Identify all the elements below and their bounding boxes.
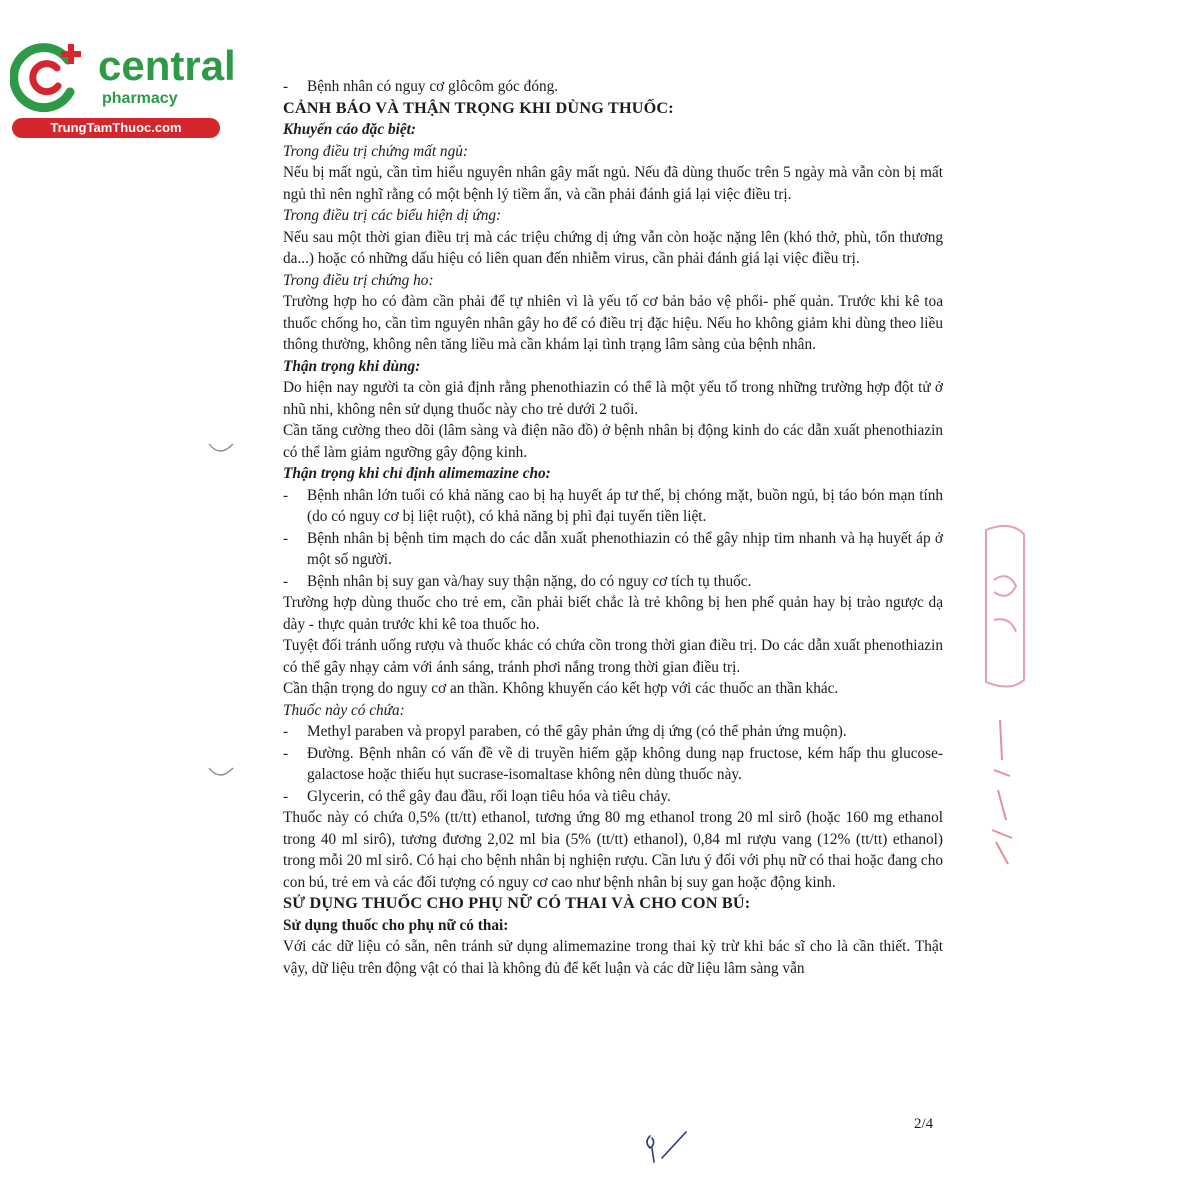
punch-hole-mark-icon [206, 440, 236, 458]
caution-paragraph-1: Do hiện nay người ta còn giả định rằng phenothiazin có thể là một yếu tố trong những trường hợp đột tử ở nhũ nhi, không nên sử dụng thuốc này cho trẻ dưới 2 tuổi. [283, 379, 943, 418]
cough-heading: Trong điều trị chứng ho: [283, 271, 434, 289]
insomnia-paragraph: Nếu bị mất ngủ, cần tìm hiểu nguyên nhân gây mất ngủ. Nếu đã dùng thuốc trên 5 ngày mà vẫn còn bị mất ngủ thì nên nghĩ rằng có một bệnh lý tiềm ẩn, và cần phải đánh giá lại việc điều trị. [283, 164, 943, 203]
cough-paragraph: Trường hợp ho có đàm cần phải để tự nhiên vì là yếu tố cơ bản bảo vệ phổi- phế quản. Trước khi kê toa thuốc chống ho, cần tìm nguyên nhân gây ho để có điều trị đặc hiệu. Nếu ho không giảm khi dùng theo liều thông thường, không nên tăng liều mà cần khám lại tình trạng lâm sàng của bệnh nhân. [283, 293, 943, 353]
bullet-dash: - [283, 78, 289, 95]
page-margin [1022, 0, 1200, 1200]
page-number: 2/4 [914, 1116, 934, 1132]
children-paragraph: Trường hợp dùng thuốc cho trẻ em, cần phải biết chắc là trẻ không bị hen phế quản hay bị trào ngược dạ dày - thực quản trước khi kê toa thuốc ho. [283, 594, 943, 633]
list-item [283, 485, 943, 528]
caution-heading: Thận trọng khi dùng: [283, 357, 421, 375]
document-body [283, 76, 943, 979]
allergy-heading: Trong điều trị các biểu hiện dị ứng: [283, 207, 502, 224]
bullet-dash: - [283, 529, 289, 547]
list-item-text: Đường. Bệnh nhân có vấn đề về di truyền hiếm gặp không dung nạp fructose, kém hấp thu glucose-galactose hoặc thiếu hụt sucrase-isomaltase không nên dùng thuốc này. [307, 744, 943, 783]
pharmacy-cross-logo-icon [10, 38, 88, 116]
pregnancy-heading: Sử dụng thuốc cho phụ nữ có thai: [283, 916, 509, 934]
logo-website[interactable]: TrungTamThuoc.com [12, 118, 220, 138]
caution-paragraph-2: Cần tăng cường theo dõi (lâm sàng và điện não đồ) ở bệnh nhân bị động kinh do các dẫn xuất phenothiazin có thể làm giảm ngưỡng gây động kinh. [283, 422, 943, 461]
central-pharmacy-logo[interactable] [10, 36, 236, 136]
handwritten-initials-icon [640, 1128, 694, 1168]
pregnancy-paragraph: Với các dữ liệu có sẵn, nên tránh sử dụng alimemazine trong thai kỳ trừ khi bác sĩ cho là cần thiết. Thật vậy, dữ liệu trên động vật có thai là không đủ để kết luận và các dữ liệu lâm sàng vẫn [283, 938, 943, 977]
list-item-text: Bệnh nhân bị bệnh tim mạch do các dẫn xuất phenothiazin có thể gây nhịp tim nhanh và hạ huyết áp ở một số người. [307, 529, 943, 568]
insomnia-heading: Trong điều trị chứng mất ngủ: [283, 142, 468, 160]
list-item-text: Bệnh nhân có nguy cơ glôcôm góc đóng. [307, 78, 559, 95]
bullet-dash: - [283, 486, 289, 504]
bullet-dash: - [283, 744, 289, 762]
section-heading-warnings: CẢNH BÁO VÀ THẬN TRỌNG KHI DÙNG THUỐC: [283, 98, 674, 117]
punch-hole-mark-icon [206, 764, 236, 782]
alcohol-paragraph: Tuyệt đối tránh uống rượu và thuốc khác có chứa cồn trong thời gian điều trị. Do các dẫn xuất phenothiazin có thể gây nhạy cảm với ánh sáng, tránh phơi nắng trong thời gian điều trị. [283, 637, 943, 676]
bullet-dash: - [283, 723, 289, 740]
list-item [283, 786, 943, 808]
list-item [283, 743, 943, 786]
list-item [283, 528, 943, 571]
bullet-dash: - [283, 787, 289, 805]
list-item-text: Glycerin, có thể gây đau đầu, rối loạn tiêu hóa và tiêu chảy. [307, 787, 671, 805]
list-item [283, 76, 943, 98]
special-recommendation-heading: Khuyến cáo đặc biệt: [283, 121, 416, 138]
sedation-paragraph: Cần thận trọng do nguy cơ an thần. Không khuyến cáo kết hợp với các thuốc an thần khác. [283, 680, 839, 697]
section-heading-pregnancy: SỬ DỤNG THUỐC CHO PHỤ NỮ CÓ THAI VÀ CHO CON BÚ: [283, 894, 751, 912]
ethanol-paragraph: Thuốc này có chứa 0,5% (tt/tt) ethanol, tương ứng 80 mg ethanol trong 20 ml sirô (hoặc 160 mg ethanol trong 40 ml sirô), tương đương 2,02 ml bia (5% (tt/tt) ethanol), 0,84 ml rượu vang (12% (tt/tt) ethanol) trong mỗi 20 ml sirô. Có hại cho bệnh nhân bị nghiện rượu. Cần lưu ý đối với phụ nữ có thai hoặc đang cho con bú, trẻ em và các đối tượng có nguy cơ cao như bệnh nhân bị suy gan hoặc động kinh. [283, 809, 943, 891]
list-item-text: Methyl paraben và propyl paraben, có thể gây phản ứng dị ứng (có thể phản ứng muộn). [307, 723, 847, 740]
indication-heading: Thận trọng khi chỉ định alimemazine cho: [283, 465, 551, 482]
bullet-dash: - [283, 572, 289, 590]
allergy-paragraph: Nếu sau một thời gian điều trị mà các triệu chứng dị ứng vẫn còn hoặc nặng lên (khó thở, phù, tổn thương da...) hoặc có những dấu hiệu có liên quan đến nhiễm virus, cần phải đánh giá lại việc điều trị. [283, 228, 943, 267]
logo-name: central [98, 42, 236, 89]
red-stamp-mark-icon [980, 520, 1026, 870]
list-item [283, 571, 943, 593]
list-item [283, 721, 943, 743]
list-item-text: Bệnh nhân bị suy gan và/hay suy thận nặng, do có nguy cơ tích tụ thuốc. [307, 572, 752, 590]
logo-subtitle: pharmacy [102, 90, 178, 107]
list-item-text: Bệnh nhân lớn tuổi có khả năng cao bị hạ huyết áp tư thế, bị chóng mặt, buồn ngủ, bị táo bón mạn tính (do có nguy cơ bị liệt ruột), có khả năng bị phì đại tuyến tiền liệt. [307, 486, 943, 525]
contains-heading: Thuốc này có chứa: [283, 701, 405, 719]
